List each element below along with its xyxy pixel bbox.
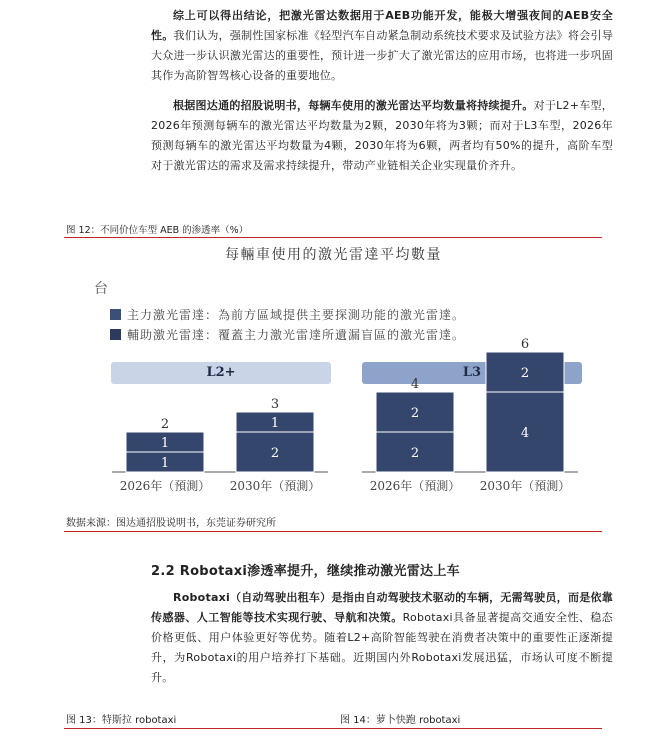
category-label: 2030年（預測） [229,479,321,493]
chart-unit-symbol: 台 [94,281,108,297]
legend-label-auxiliary: 輔助激光雷達：覆蓋主力激光雷達所遺漏盲區的激光雷達。 [127,328,466,342]
category-label: 2026年（預測） [369,479,461,493]
chart-title: 每輛車使用的激光雷達平均數量 [225,247,442,263]
paragraph-body: 我们认为，强制性国家标准《轻型汽车自动紧急制动系统技术要求及试验方法》将会引导大众进一步认识激光雷达的重要性，预计进一步扩大了激光雷达的应用市场，也将进一步巩固其作为高阶智驾核心设备的重要地位。 [151,29,614,82]
figure-12-source: 数据来源：图达通招股说明书，东莞证券研究所 [66,518,276,529]
paragraph-bold-lead: 综上可以得出结论，把激光雷达数据用于AEB功能开发，能极大增强夜间的AEB安全性。 [151,9,613,42]
paragraph-robotaxi [151,588,613,688]
category-label: 2030年（預測） [479,479,571,493]
lidar-count-chart [66,240,601,508]
paragraph-body: Robotaxi具备显著提高交通安全性、稳态价格更低、用户体验更好等优势。随着L2+高阶智能驾驶在消费者决策中的重要性正逐渐提升，为Robotaxi的用户培养打下基础。近期国内外Robotaxi发展迅猛，市场认可度不断提升。 [151,611,614,684]
section-heading: 2.2 Robotaxi渗透率提升，继续推动激光雷达上车 [151,564,460,579]
bar-segment-label: 2 [520,366,530,381]
bar-segment-label: 2 [410,406,420,421]
group-header-l3: L3 [362,362,582,384]
paragraph-lidar-count [151,96,613,176]
figure-14-caption: 图 14：萝卜快跑 robotaxi [340,715,461,726]
group-header-l2plus: L2+ [111,362,331,384]
figure-13-caption: 图 13：特斯拉 robotaxi [66,715,177,726]
category-label: 2026年（預測） [119,479,211,493]
figure-12-caption: 图 12：不同价位车型 AEB 的渗透率（%） [66,225,249,236]
bottom-divider [64,728,602,729]
bar-total-label: 4 [410,377,420,392]
bar-segment-label: 1 [160,456,170,471]
bars-canvas [66,240,601,508]
paragraph-bold-lead: Robotaxi（自动驾驶出租车）是指由自动驾驶技术驱动的车辆，无需驾驶员，而是依靠传感器、人工智能等技术实现行驶、导航和决策。 [151,591,613,624]
bar-total-label: 6 [520,337,530,352]
caption-divider [64,237,602,238]
legend-label-primary: 主力激光雷達：為前方區域提供主要探測功能的激光雷達。 [127,308,466,322]
bar-segment-label: 2 [270,446,280,461]
bar-total-label: 2 [160,417,170,432]
paragraph-bold-lead: 根据图达通的招股说明书，每辆车使用的激光雷达平均数量将持续提升。 [173,99,534,112]
paragraph-aeb-conclusion [151,6,613,86]
source-divider [64,531,602,532]
bar-total-label: 3 [270,397,280,412]
bar-segment-label: 1 [270,416,280,431]
bar-segment-label: 2 [410,446,420,461]
bar-segment-label: 4 [520,426,530,441]
bar-segment-label: 1 [160,436,170,451]
paragraph-body: 对于L2+车型，2026年预测每辆车的激光雷达平均数量为2颗，2030年将为3颗；而对于L3车型，2026年预测每辆车的激光雷达平均数量为4颗，2030年将为6颗，两者均有50%的提升，高阶车型对于激光雷达的需求及需求持续提升，带动产业链相关企业实现量价齐升。 [151,99,614,172]
